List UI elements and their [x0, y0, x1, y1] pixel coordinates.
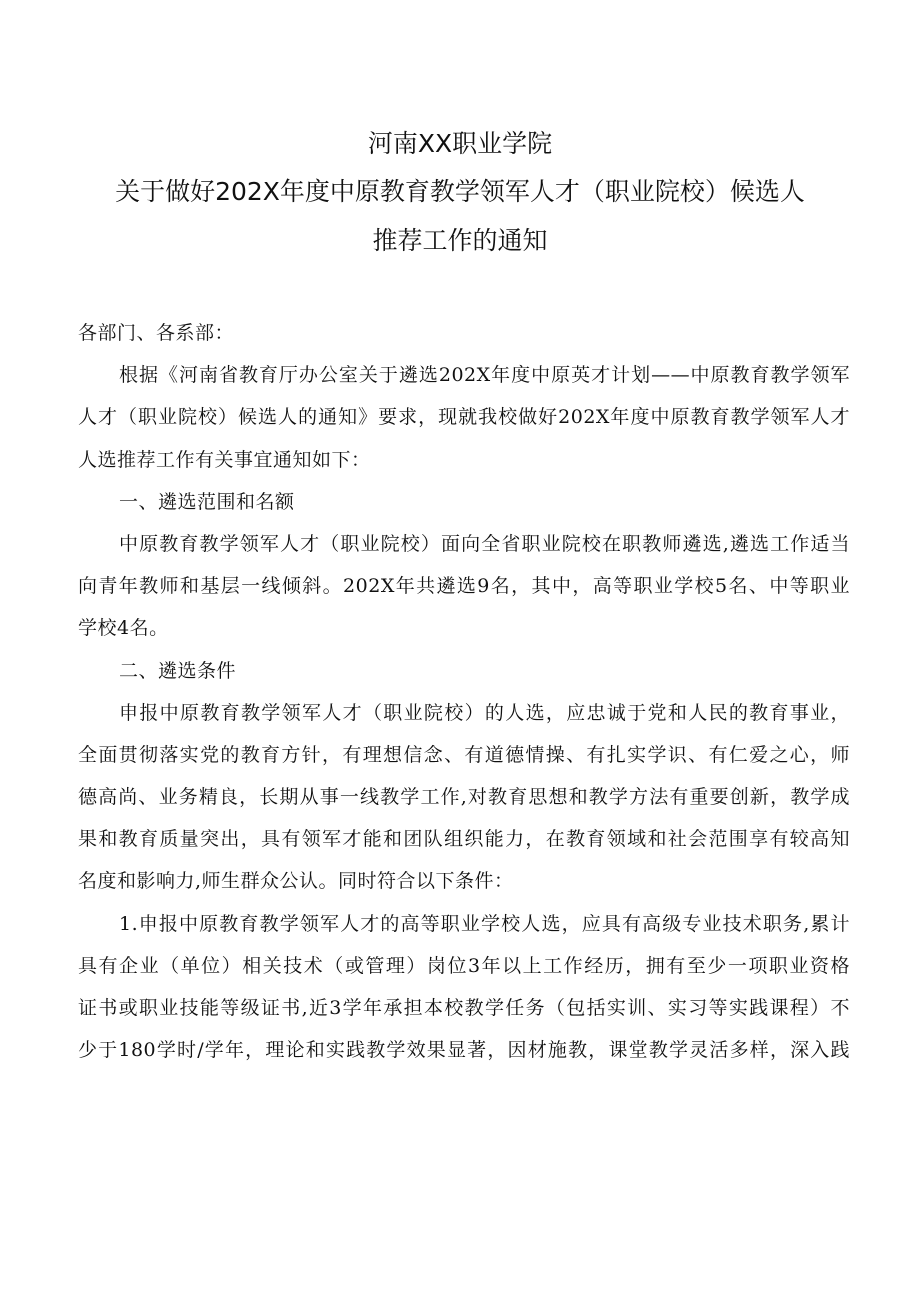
paragraph-line: 全面贯彻落实党的教育方针，有理想信念、有道德情操、有扎实学识、有仁爱之心，师	[78, 743, 850, 766]
paragraph-line: 根据《河南省教育厅办公室关于遴选202X年度中原英才计划——中原教育教学领军	[119, 364, 850, 387]
section-heading: 一、遴选范围和名额	[119, 490, 295, 513]
paragraph-line: 名度和影响力,师生群众公认。同时符合以下条件：	[78, 870, 514, 893]
paragraph-line: 学校4名。	[78, 617, 169, 640]
title-line-1: 河南XX职业学院	[367, 129, 553, 158]
paragraph-line: 1.申报中原教育教学领军人才的高等职业学校人选，应具有高级专业技术职务,累计	[119, 912, 850, 935]
paragraph-line: 少于180学时/学年，理论和实践教学效果显著，因材施教，课堂教学灵活多样，深入践	[78, 1039, 850, 1062]
title-line-3: 推荐工作的通知	[372, 226, 548, 255]
paragraph-line: 向青年教师和基层一线倾斜。202X年共遴选9名，其中，高等职业学校5名、中等职业	[78, 575, 850, 598]
paragraph-line: 人选推荐工作有关事宜通知如下：	[78, 448, 371, 471]
paragraph-line: 果和教育质量突出，具有领军才能和团队组织能力，在教育领域和社会范围享有较高知	[78, 828, 850, 851]
document-body	[78, 312, 850, 1071]
paragraph-line: 申报中原教育教学领军人才（职业院校）的人选，应忠诚于党和人民的教育事业，	[119, 701, 850, 724]
paragraph-line: 德高尚、业务精良，长期从事一线教学工作,对教育思想和教学方法有重要创新，教学成	[78, 786, 850, 809]
paragraph-line: 证书或职业技能等级证书,近3学年承担本校教学任务（包括实训、实习等实践课程）不	[78, 997, 850, 1019]
title-line-2: 关于做好202X年度中原教育教学领军人才（职业院校）候选人	[115, 177, 805, 206]
salutation: 各部门、各系部：	[78, 322, 235, 344]
section-heading: 二、遴选条件	[119, 659, 237, 682]
paragraph-line: 中原教育教学领军人才（职业院校）面向全省职业院校在职教师遴选,遴选工作适当	[119, 532, 850, 555]
paragraph-line: 人才（职业院校）候选人的通知》要求，现就我校做好202X年度中原教育教学领军人才	[78, 406, 850, 429]
paragraph-line: 具有企业（单位）相关技术（或管理）岗位3年以上工作经历，拥有至少一项职业资格	[78, 954, 850, 977]
